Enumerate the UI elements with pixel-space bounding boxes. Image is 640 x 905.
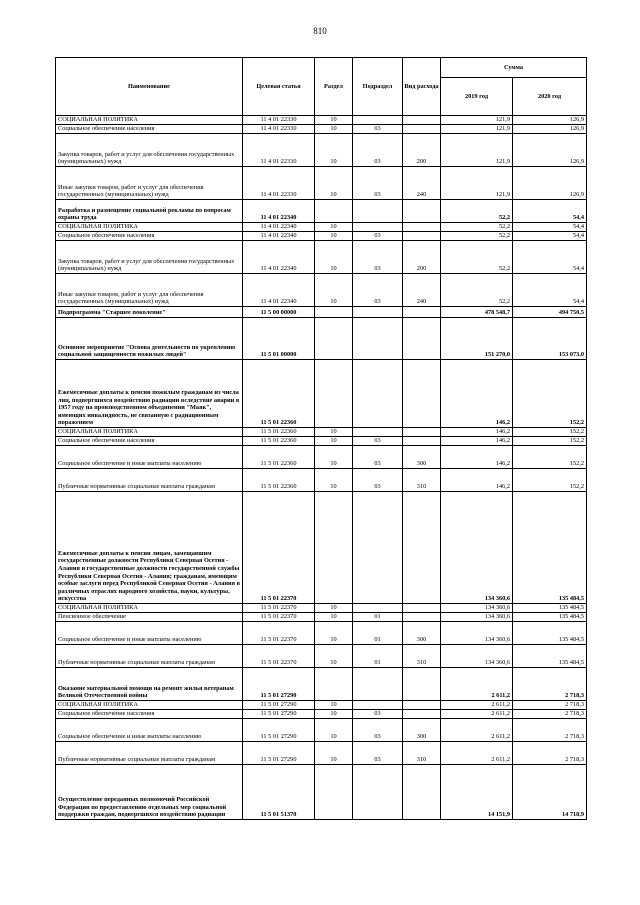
- row-amount-2020-cell: 153 073,0: [513, 318, 587, 360]
- row-section-cell: 10: [315, 125, 353, 134]
- row-target-article-cell: 11 4 01 22340: [243, 223, 315, 232]
- row-amount-2019-cell: 52,2: [441, 274, 513, 307]
- row-amount-2019-cell: 134 360,6: [441, 492, 513, 604]
- row-section-cell: 10: [315, 604, 353, 613]
- header-sum: Сумма: [441, 58, 587, 78]
- row-target-article-cell: 11 5 01 22360: [243, 446, 315, 469]
- row-expense-type-cell: [403, 613, 441, 622]
- header-subsection: Подраздел: [353, 58, 403, 116]
- row-amount-2019-cell: 2 611,2: [441, 742, 513, 765]
- row-name-cell: Закупка товаров, работ и услуг для обеспечения государственных (муниципальных) нужд: [56, 241, 243, 274]
- row-section-cell: 10: [315, 232, 353, 241]
- row-amount-2019-cell: 121,9: [441, 167, 513, 200]
- row-subsection-cell: [353, 116, 403, 125]
- table-body: [56, 116, 587, 820]
- row-expense-type-cell: [403, 437, 441, 446]
- table-row: [56, 274, 587, 307]
- row-amount-2019-cell: 52,2: [441, 241, 513, 274]
- row-name-cell: Социальное обеспечение населения: [56, 437, 243, 446]
- row-target-article-cell: 11 5 01 22370: [243, 622, 315, 645]
- row-name-cell: Публичные нормативные социальные выплаты гражданам: [56, 742, 243, 765]
- table-row: [56, 765, 587, 820]
- row-amount-2019-cell: 146,2: [441, 428, 513, 437]
- row-expense-type-cell: [403, 232, 441, 241]
- row-amount-2020-cell: 54,4: [513, 232, 587, 241]
- row-amount-2019-cell: 2 611,2: [441, 719, 513, 742]
- row-amount-2020-cell: 54,4: [513, 241, 587, 274]
- table-row: [56, 232, 587, 241]
- row-name-cell: Подпрограмма "Старшее поколение": [56, 307, 243, 318]
- row-name-cell: СОЦИАЛЬНАЯ ПОЛИТИКА: [56, 223, 243, 232]
- row-amount-2019-cell: 2 611,2: [441, 701, 513, 710]
- row-target-article-cell: 11 5 01 27290: [243, 668, 315, 701]
- page-number: 810: [313, 26, 327, 36]
- row-expense-type-cell: 200: [403, 134, 441, 167]
- row-amount-2020-cell: 54,4: [513, 200, 587, 223]
- table-row: [56, 437, 587, 446]
- row-amount-2020-cell: 135 484,5: [513, 622, 587, 645]
- row-amount-2019-cell: 121,9: [441, 125, 513, 134]
- row-section-cell: 10: [315, 167, 353, 200]
- row-amount-2019-cell: 134 360,6: [441, 645, 513, 668]
- row-amount-2020-cell: 126,9: [513, 134, 587, 167]
- row-name-cell: Социальное обеспечение и иные выплаты населению: [56, 622, 243, 645]
- row-target-article-cell: 11 5 01 22370: [243, 645, 315, 668]
- table-row: [56, 701, 587, 710]
- row-subsection-cell: 03: [353, 167, 403, 200]
- row-expense-type-cell: [403, 200, 441, 223]
- row-expense-type-cell: 300: [403, 446, 441, 469]
- row-amount-2019-cell: 121,9: [441, 116, 513, 125]
- row-expense-type-cell: [403, 360, 441, 428]
- row-section-cell: 10: [315, 134, 353, 167]
- row-amount-2020-cell: 152,2: [513, 360, 587, 428]
- row-amount-2020-cell: 2 718,3: [513, 668, 587, 701]
- row-amount-2020-cell: 54,4: [513, 274, 587, 307]
- row-target-article-cell: 11 5 01 22360: [243, 428, 315, 437]
- row-name-cell: Иные закупки товаров, работ и услуг для обеспечения государственных (муниципальных) нужд: [56, 167, 243, 200]
- row-section-cell: [315, 307, 353, 318]
- row-amount-2020-cell: 126,9: [513, 116, 587, 125]
- row-amount-2019-cell: 134 360,6: [441, 604, 513, 613]
- row-name-cell: Ежемесячные доплаты к пенсии лицам, замещавшим государственные должности Республики Северная Осетия - Алания и государственные должности государственной службы Республики Северная Осетия - Алания; гражданам, имеющим особые заслуги перед Республикой Северная Осетия - Алания в различных отраслях народного хозяйства, науки, культуры, искусства: [56, 492, 243, 604]
- row-expense-type-cell: 300: [403, 622, 441, 645]
- row-target-article-cell: 11 5 01 22370: [243, 613, 315, 622]
- row-target-article-cell: 11 5 01 27290: [243, 719, 315, 742]
- row-expense-type-cell: [403, 701, 441, 710]
- row-subsection-cell: [353, 307, 403, 318]
- row-section-cell: 10: [315, 645, 353, 668]
- row-name-cell: СОЦИАЛЬНАЯ ПОЛИТИКА: [56, 604, 243, 613]
- row-amount-2019-cell: 52,2: [441, 232, 513, 241]
- row-name-cell: СОЦИАЛЬНАЯ ПОЛИТИКА: [56, 701, 243, 710]
- row-target-article-cell: 11 5 01 22370: [243, 492, 315, 604]
- row-section-cell: 10: [315, 613, 353, 622]
- table-row: [56, 719, 587, 742]
- row-expense-type-cell: 310: [403, 742, 441, 765]
- row-target-article-cell: 11 5 01 27290: [243, 742, 315, 765]
- row-expense-type-cell: [403, 307, 441, 318]
- row-target-article-cell: 11 4 01 22330: [243, 134, 315, 167]
- row-subsection-cell: 01: [353, 613, 403, 622]
- row-name-cell: Публичные нормативные социальные выплаты гражданам: [56, 645, 243, 668]
- row-amount-2020-cell: 126,9: [513, 125, 587, 134]
- row-target-article-cell: 11 5 00 00000: [243, 307, 315, 318]
- row-target-article-cell: 11 4 01 22340: [243, 200, 315, 223]
- row-target-article-cell: 11 4 01 22330: [243, 167, 315, 200]
- row-target-article-cell: 11 5 01 00000: [243, 318, 315, 360]
- table-row: [56, 668, 587, 701]
- budget-table: [55, 57, 587, 820]
- table-row: [56, 613, 587, 622]
- row-amount-2019-cell: 52,2: [441, 223, 513, 232]
- row-amount-2020-cell: 14 718,9: [513, 765, 587, 820]
- row-expense-type-cell: [403, 710, 441, 719]
- row-section-cell: 10: [315, 428, 353, 437]
- row-subsection-cell: 03: [353, 742, 403, 765]
- table-row: [56, 318, 587, 360]
- row-name-cell: Основное мероприятие "Основа деятельности по укреплению социальной защищенности пожилых людей": [56, 318, 243, 360]
- row-subsection-cell: 03: [353, 437, 403, 446]
- row-section-cell: [315, 765, 353, 820]
- table-row: [56, 200, 587, 223]
- row-section-cell: 10: [315, 742, 353, 765]
- row-subsection-cell: 03: [353, 719, 403, 742]
- row-amount-2020-cell: 152,2: [513, 428, 587, 437]
- row-amount-2020-cell: 152,2: [513, 446, 587, 469]
- table-row: [56, 645, 587, 668]
- row-amount-2019-cell: 2 611,2: [441, 710, 513, 719]
- row-target-article-cell: 11 5 01 27290: [243, 701, 315, 710]
- table-row: [56, 307, 587, 318]
- row-name-cell: Иные закупки товаров, работ и услуг для обеспечения государственных (муниципальных) нужд: [56, 274, 243, 307]
- row-target-article-cell: 11 5 01 22360: [243, 469, 315, 492]
- row-name-cell: Осуществление переданных полномочий Российской Федерации по предоставлению отдельных мер социальной поддержки граждан, подвергшихся воздействию радиации: [56, 765, 243, 820]
- row-subsection-cell: 03: [353, 241, 403, 274]
- row-name-cell: СОЦИАЛЬНАЯ ПОЛИТИКА: [56, 428, 243, 437]
- row-amount-2019-cell: 146,2: [441, 437, 513, 446]
- table-row: [56, 622, 587, 645]
- row-amount-2020-cell: 135 484,5: [513, 645, 587, 668]
- row-amount-2019-cell: 134 360,6: [441, 613, 513, 622]
- row-amount-2020-cell: 152,2: [513, 469, 587, 492]
- row-amount-2020-cell: 2 718,3: [513, 742, 587, 765]
- row-expense-type-cell: [403, 765, 441, 820]
- row-expense-type-cell: 240: [403, 274, 441, 307]
- table-row: [56, 134, 587, 167]
- header-expense-type: Вид расхода: [403, 58, 441, 116]
- row-target-article-cell: 11 5 01 22370: [243, 604, 315, 613]
- row-subsection-cell: [353, 701, 403, 710]
- row-target-article-cell: 11 5 01 22360: [243, 437, 315, 446]
- row-section-cell: [315, 318, 353, 360]
- row-amount-2019-cell: 2 611,2: [441, 668, 513, 701]
- row-expense-type-cell: [403, 428, 441, 437]
- row-expense-type-cell: [403, 668, 441, 701]
- table-row: [56, 223, 587, 232]
- row-name-cell: Пенсионное обеспечение: [56, 613, 243, 622]
- row-target-article-cell: 11 4 01 22340: [243, 232, 315, 241]
- row-target-article-cell: 11 4 01 22340: [243, 241, 315, 274]
- row-amount-2019-cell: 151 270,0: [441, 318, 513, 360]
- row-section-cell: 10: [315, 437, 353, 446]
- row-section-cell: 10: [315, 274, 353, 307]
- table-row: [56, 428, 587, 437]
- row-name-cell: Оказание материальной помощи на ремонт жилья ветеранам Великой Отечественной войны: [56, 668, 243, 701]
- row-section-cell: 10: [315, 241, 353, 274]
- row-section-cell: 10: [315, 719, 353, 742]
- table-row: [56, 360, 587, 428]
- table-row: [56, 446, 587, 469]
- table-row: [56, 492, 587, 604]
- row-amount-2020-cell: 126,9: [513, 167, 587, 200]
- row-amount-2020-cell: 2 718,3: [513, 701, 587, 710]
- row-target-article-cell: 11 5 01 51370: [243, 765, 315, 820]
- row-name-cell: Ежемесячные доплаты к пенсии пожилым гражданам из числа лиц, подвергшихся воздействию радиации вследствие аварии в 1957 году на производственном объединении "Маяк", имеющих инвалидность, не связанную с радиационным поражением: [56, 360, 243, 428]
- row-amount-2019-cell: 146,2: [441, 469, 513, 492]
- row-subsection-cell: [353, 492, 403, 604]
- row-amount-2020-cell: 494 750,5: [513, 307, 587, 318]
- row-subsection-cell: [353, 200, 403, 223]
- row-amount-2019-cell: 14 151,9: [441, 765, 513, 820]
- row-target-article-cell: 11 4 01 22330: [243, 125, 315, 134]
- row-amount-2019-cell: 121,9: [441, 134, 513, 167]
- row-section-cell: 10: [315, 446, 353, 469]
- row-subsection-cell: [353, 428, 403, 437]
- row-subsection-cell: 03: [353, 232, 403, 241]
- row-name-cell: СОЦИАЛЬНАЯ ПОЛИТИКА: [56, 116, 243, 125]
- header-year-2020: 2020 год: [513, 78, 587, 116]
- row-amount-2020-cell: 2 718,3: [513, 710, 587, 719]
- table-row: [56, 116, 587, 125]
- row-name-cell: Публичные нормативные социальные выплаты гражданам: [56, 469, 243, 492]
- row-amount-2020-cell: 54,4: [513, 223, 587, 232]
- table-row: [56, 710, 587, 719]
- row-expense-type-cell: 310: [403, 469, 441, 492]
- row-expense-type-cell: [403, 492, 441, 604]
- row-amount-2020-cell: 2 718,3: [513, 719, 587, 742]
- row-expense-type-cell: [403, 125, 441, 134]
- row-subsection-cell: [353, 318, 403, 360]
- row-amount-2020-cell: 135 484,5: [513, 492, 587, 604]
- table-row: [56, 167, 587, 200]
- row-subsection-cell: 01: [353, 645, 403, 668]
- row-amount-2020-cell: 135 484,5: [513, 613, 587, 622]
- row-section-cell: [315, 492, 353, 604]
- row-subsection-cell: [353, 223, 403, 232]
- row-section-cell: 10: [315, 223, 353, 232]
- header-target-article: Целевая статья: [243, 58, 315, 116]
- table-row: [56, 604, 587, 613]
- table-row: [56, 125, 587, 134]
- row-expense-type-cell: 240: [403, 167, 441, 200]
- row-amount-2019-cell: 134 360,6: [441, 622, 513, 645]
- row-section-cell: 10: [315, 116, 353, 125]
- row-amount-2020-cell: 152,2: [513, 437, 587, 446]
- row-subsection-cell: [353, 765, 403, 820]
- row-name-cell: Социальное обеспечение и иные выплаты населению: [56, 719, 243, 742]
- row-amount-2019-cell: 146,2: [441, 360, 513, 428]
- row-name-cell: Социальное обеспечение населения: [56, 710, 243, 719]
- row-amount-2019-cell: 478 548,7: [441, 307, 513, 318]
- row-expense-type-cell: [403, 223, 441, 232]
- row-amount-2019-cell: 146,2: [441, 446, 513, 469]
- row-expense-type-cell: [403, 116, 441, 125]
- row-subsection-cell: 03: [353, 469, 403, 492]
- row-section-cell: [315, 200, 353, 223]
- row-subsection-cell: 03: [353, 125, 403, 134]
- row-subsection-cell: [353, 360, 403, 428]
- row-expense-type-cell: [403, 318, 441, 360]
- table-row: [56, 469, 587, 492]
- row-subsection-cell: 01: [353, 622, 403, 645]
- row-expense-type-cell: 310: [403, 645, 441, 668]
- row-section-cell: 10: [315, 622, 353, 645]
- row-section-cell: 10: [315, 701, 353, 710]
- row-name-cell: Закупка товаров, работ и услуг для обеспечения государственных (муниципальных) нужд: [56, 134, 243, 167]
- row-name-cell: Социальное обеспечение населения: [56, 232, 243, 241]
- header-year-2019: 2019 год: [441, 78, 513, 116]
- row-expense-type-cell: [403, 604, 441, 613]
- row-subsection-cell: 03: [353, 710, 403, 719]
- row-name-cell: Социальное обеспечение и иные выплаты населению: [56, 446, 243, 469]
- row-subsection-cell: [353, 668, 403, 701]
- row-target-article-cell: 11 5 01 22360: [243, 360, 315, 428]
- header-name: Наименование: [56, 58, 243, 116]
- table-row: [56, 742, 587, 765]
- row-name-cell: Разработка и размещение социальной рекламы по вопросам охраны труда: [56, 200, 243, 223]
- row-subsection-cell: [353, 604, 403, 613]
- row-amount-2020-cell: 135 484,5: [513, 604, 587, 613]
- row-section-cell: [315, 360, 353, 428]
- row-target-article-cell: 11 5 01 27290: [243, 710, 315, 719]
- row-subsection-cell: 03: [353, 274, 403, 307]
- row-section-cell: 10: [315, 710, 353, 719]
- row-amount-2019-cell: 52,2: [441, 200, 513, 223]
- row-subsection-cell: 03: [353, 446, 403, 469]
- row-subsection-cell: 03: [353, 134, 403, 167]
- table-row: [56, 241, 587, 274]
- row-section-cell: [315, 668, 353, 701]
- row-expense-type-cell: 300: [403, 719, 441, 742]
- row-name-cell: Социальное обеспечение населения: [56, 125, 243, 134]
- row-target-article-cell: 11 4 01 22340: [243, 274, 315, 307]
- row-section-cell: 10: [315, 469, 353, 492]
- row-expense-type-cell: 200: [403, 241, 441, 274]
- row-target-article-cell: 11 4 01 22330: [243, 116, 315, 125]
- header-section: Раздел: [315, 58, 353, 116]
